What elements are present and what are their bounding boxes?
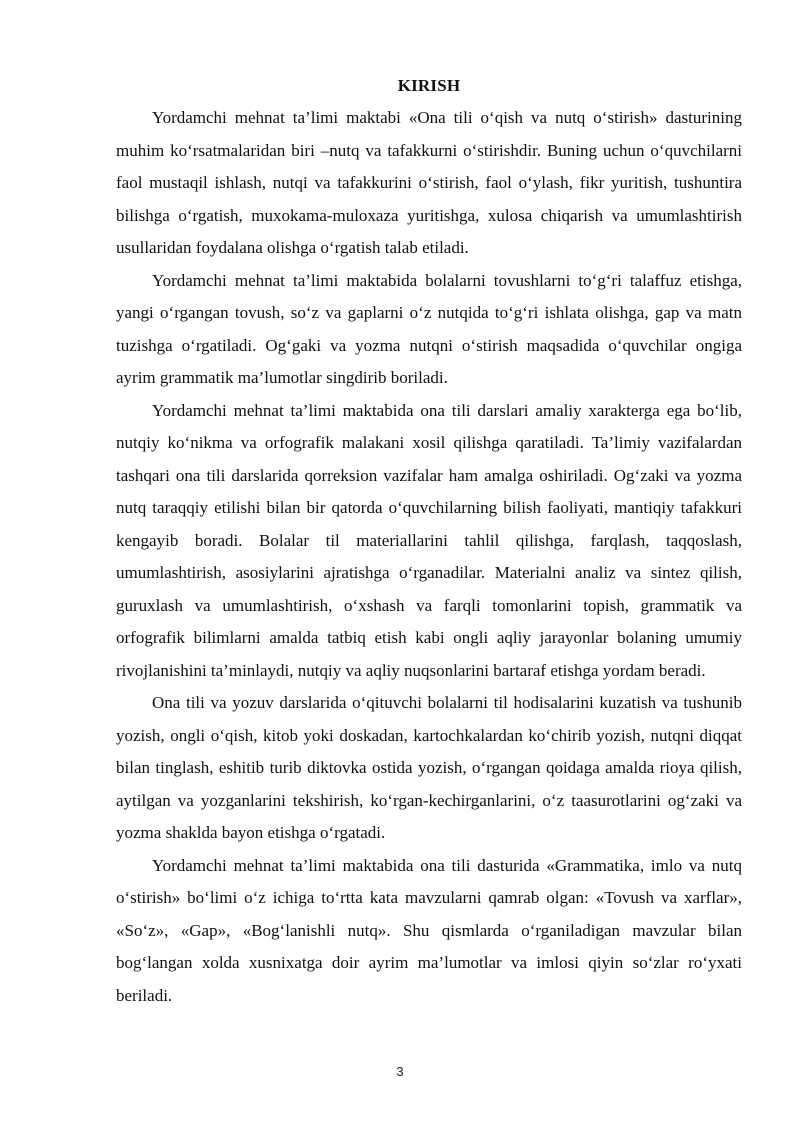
page-number: 3 (396, 1064, 404, 1079)
paragraph-1: Yordamchi mehnat ta’limi maktabi «Ona tili o‘qish va nutq o‘stirish» dasturining muhim ko‘rsatmalaridan biri –nutq va tafakkurni o‘stirishdir. Buning uchun o‘quvchilarni faol mustaqil ishlash, nutqi va tafakkurini o‘stirish, faol o‘ylash, fikr yuritish, tushuntira bilishga o‘rgatish, muxokama-muloxaza yuritishga, xulosa chiqarish va umumlashtirish usullaridan foydalana olishga o‘rgatish talab etiladi. (116, 108, 742, 257)
paragraph-4: Ona tili va yozuv darslarida o‘qituvchi bolalarni til hodisalarini kuzatish va tushunib yozish, ongli o‘qish, kitob yoki doskadan, kartochkalardan ko‘chirib yozish, nutqni diqqat bilan tinglash, eshitib turib diktovka ostida yozish, o‘rgangan qoidaga amalda rioya qilish, aytilgan va yozganlarini tekshirish, ko‘rgan-kechirganlarini, o‘z taasurotlarini og‘zaki va yozma shaklda bayon etishga o‘rgatadi. (116, 693, 742, 842)
page-title: KIRISH (397, 76, 461, 95)
document-body (116, 74, 742, 1012)
paragraph-2: Yordamchi mehnat ta’limi maktabida bolalarni tovushlarni to‘g‘ri talaffuz etishga, yangi o‘rgangan tovush, so‘z va gaplarni o‘z nutqida to‘g‘ri ishlata olishga, gap va matn tuzishga o‘rgatiladi. Og‘gaki va yozma nutqni o‘stirish maqsadida o‘quvchilar ongiga ayrim grammatik ma’lumotlar singdirib boriladi. (116, 270, 742, 387)
paragraph-5: Yordamchi mehnat ta’limi maktabida ona tili dasturida «Grammatika, imlo va nutq o‘stirish» bo‘limi o‘z ichiga to‘rtta kata mavzularni qamrab olgan: «Tovush va xarflar», «So‘z», «Gap», «Bog‘lanishli nutq». Shu qismlarda o‘rganiladigan mavzular bilan bog‘langan xolda xusnixatga doir ayrim ma’lumotlar va imlosi qiyin so‘zlar ro‘yxati beriladi. (116, 855, 742, 1005)
paragraph-3: Yordamchi mehnat ta’limi maktabida ona tili darslari amaliy xarakterga ega bo‘lib, nutqiy ko‘nikma va orfografik malakani xosil qilishga qaratiladi. Ta’limiy vazifalardan tashqari ona tili darslarida qorreksion vazifalar ham amalga oshiriladi. Og‘zaki va yozma nutq taraqqiy etilishi bilan bir qatorda o‘quvchilarning bilish faoliyati, mantiqiy tafakkuri kengayib boradi. Bolalar til materiallarini tahlil qilishga, farqlash, taqqoslash, umumlashtirish, asosiylarini ajratishga o‘rganadilar. Materialni analiz va sintez qilish, guruxlash va umumlashtirish, o‘xshash va farqli tomonlarini topish, grammatik va orfografik bilimlarni amalda tatbiq etish kabi ongli aqliy jarayonlar bolaning umumiy rivojlanishini ta’minlaydi, nutqiy va aqliy nuqsonlarini bartaraf etishga yordam beradi. (116, 400, 742, 680)
